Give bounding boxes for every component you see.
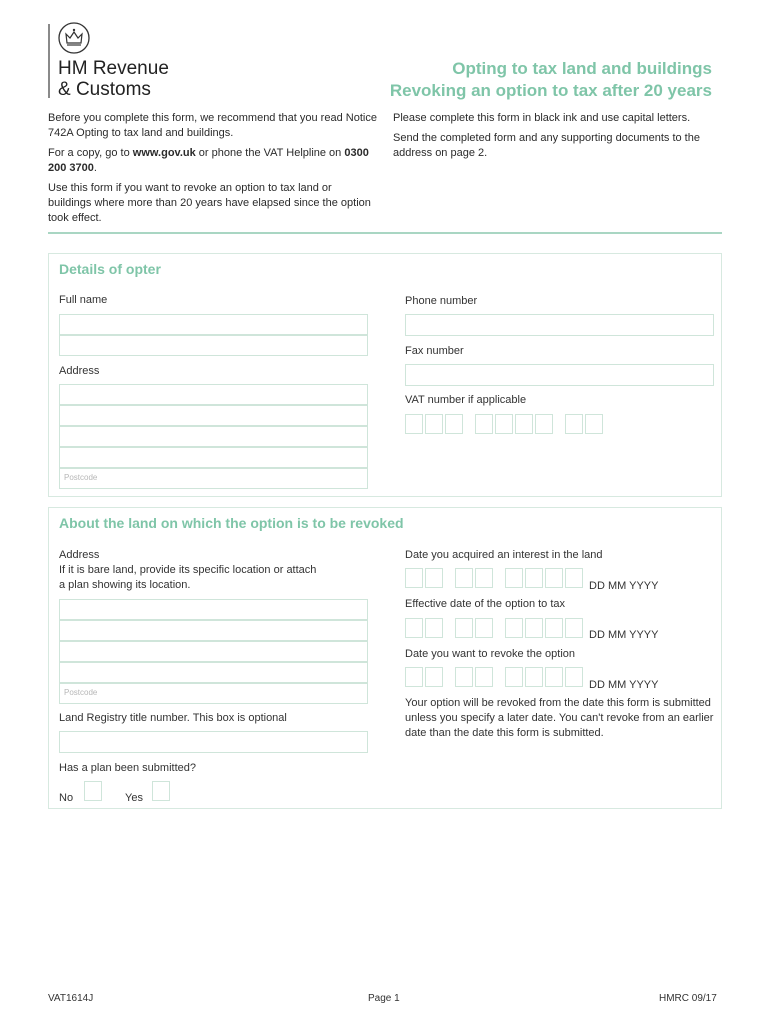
vat-digit-box-1[interactable] [405, 414, 423, 434]
vat-digit-box-5[interactable] [495, 414, 513, 434]
revoke-date-label: Date you want to revoke the option [405, 648, 575, 660]
fax-field[interactable] [405, 364, 714, 386]
intro-paragraph-3: Use this form if you want to revoke an option to tax land or buildings where more than 20 years have elapsed since the option took effect. [48, 182, 371, 224]
plan-yes-label: Yes [125, 792, 143, 804]
date-acquired-digit-1[interactable] [405, 568, 423, 588]
revoke-date-digit-3[interactable] [455, 667, 473, 687]
land-registry-label: Land Registry title number. This box is optional [59, 712, 287, 724]
plan-yes-checkbox[interactable] [152, 781, 170, 801]
intro-text: or phone the VAT Helpline on [195, 147, 345, 159]
full-name-label: Full name [59, 294, 108, 306]
effective-date-label: Effective date of the option to tax [405, 598, 566, 610]
land-registry-field[interactable] [59, 731, 368, 753]
plan-question: Has a plan been submitted? [59, 762, 196, 774]
helpline-number: 0300 200 3700 [48, 147, 369, 174]
org-line-2: & Customs [58, 79, 151, 100]
revoke-date-digit-2[interactable] [425, 667, 443, 687]
land-address-field-4[interactable] [59, 662, 368, 683]
organisation-name [58, 58, 169, 100]
address-label: Address [59, 365, 100, 377]
gov-link[interactable]: www.gov.uk [132, 147, 196, 159]
vat-digit-box-7[interactable] [535, 414, 553, 434]
full-name-field-2[interactable] [59, 335, 368, 356]
revoke-date-digit-7[interactable] [545, 667, 563, 687]
revocation-note: Your option will be revoked from the date this form is submitted unless you specify a later date. You can't revoke from an earlier date than the date this form is submitted. [405, 697, 714, 739]
land-address-label: Address [59, 549, 100, 561]
plan-no-checkbox[interactable] [84, 781, 102, 801]
address-field-1[interactable] [59, 384, 368, 405]
logo-divider [48, 24, 50, 98]
date-acquired-digit-7[interactable] [545, 568, 563, 588]
phone-field[interactable] [405, 314, 714, 336]
page-number: Page 1 [368, 993, 400, 1004]
revoke-date-digit-1[interactable] [405, 667, 423, 687]
revoke-date-digit-5[interactable] [505, 667, 523, 687]
date-acquired-digit-8[interactable] [565, 568, 583, 588]
intro-text: . [93, 162, 97, 174]
title-line-2: Revoking an option to tax after 20 years [389, 81, 712, 100]
vat-digit-box-6[interactable] [515, 414, 533, 434]
vat-label: VAT number if applicable [405, 394, 527, 406]
date-acquired-digit-3[interactable] [455, 568, 473, 588]
form-code: VAT1614J [48, 993, 94, 1004]
effective-date-digit-2[interactable] [425, 618, 443, 638]
form-title [390, 58, 712, 102]
org-line-1: HM Revenue [58, 58, 169, 79]
land-address-field-2[interactable] [59, 620, 368, 641]
intro-text: For a copy, go to [48, 147, 133, 159]
date-acquired-digit-4[interactable] [475, 568, 493, 588]
section-title-land: About the land on which the option is to be revoked [59, 515, 404, 531]
land-postcode-field[interactable] [59, 683, 368, 704]
land-address-hint-2: a plan showing its location. [59, 579, 191, 591]
intro-right [393, 111, 723, 166]
effective-date-format: DD MM YYYY [589, 629, 659, 641]
land-address-field-3[interactable] [59, 641, 368, 662]
phone-label: Phone number [405, 295, 478, 307]
fax-label: Fax number [405, 345, 464, 357]
plan-no-label: No [59, 792, 74, 804]
effective-date-digit-5[interactable] [505, 618, 523, 638]
date-acquired-digit-5[interactable] [505, 568, 523, 588]
revoke-date-digit-4[interactable] [475, 667, 493, 687]
vat-digit-box-4[interactable] [475, 414, 493, 434]
full-name-field-1[interactable] [59, 314, 368, 335]
intro-instruction-2: Send the completed form and any supporting documents to the address on page 2. [393, 132, 700, 159]
vat-digit-box-9[interactable] [585, 414, 603, 434]
vat-digit-box-3[interactable] [445, 414, 463, 434]
address-field-4[interactable] [59, 447, 368, 468]
postcode-placeholder: Postcode [64, 473, 98, 482]
section-title-opter: Details of opter [59, 261, 161, 277]
address-field-2[interactable] [59, 405, 368, 426]
land-postcode-placeholder: Postcode [64, 688, 98, 697]
effective-date-digit-3[interactable] [455, 618, 473, 638]
form-version: HMRC 09/17 [659, 993, 717, 1004]
address-field-3[interactable] [59, 426, 368, 447]
effective-date-digit-4[interactable] [475, 618, 493, 638]
revoke-date-format: DD MM YYYY [589, 679, 659, 691]
land-address-hint-1: If it is bare land, provide its specific location or attach [59, 564, 317, 576]
date-acquired-digit-2[interactable] [425, 568, 443, 588]
effective-date-digit-7[interactable] [545, 618, 563, 638]
vat-digit-box-8[interactable] [565, 414, 583, 434]
date-acquired-digit-6[interactable] [525, 568, 543, 588]
effective-date-digit-8[interactable] [565, 618, 583, 638]
date-acquired-label: Date you acquired an interest in the land [405, 549, 603, 561]
postcode-field[interactable] [59, 468, 368, 489]
intro-paragraph-1: Before you complete this form, we recommend that you read Notice 742A Opting to tax land and buildings. [48, 112, 377, 139]
header-rule [48, 232, 722, 234]
vat-digit-box-2[interactable] [425, 414, 443, 434]
crest-icon [58, 22, 90, 54]
land-address-field-1[interactable] [59, 599, 368, 620]
effective-date-digit-1[interactable] [405, 618, 423, 638]
revoke-date-digit-6[interactable] [525, 667, 543, 687]
title-line-1: Opting to tax land and buildings [452, 59, 712, 78]
intro-left [48, 111, 378, 231]
intro-paragraph-2 [48, 146, 378, 176]
effective-date-digit-6[interactable] [525, 618, 543, 638]
revoke-date-digit-8[interactable] [565, 667, 583, 687]
intro-instruction-1: Please complete this form in black ink and use capital letters. [393, 112, 691, 124]
date-acquired-format: DD MM YYYY [589, 580, 659, 592]
